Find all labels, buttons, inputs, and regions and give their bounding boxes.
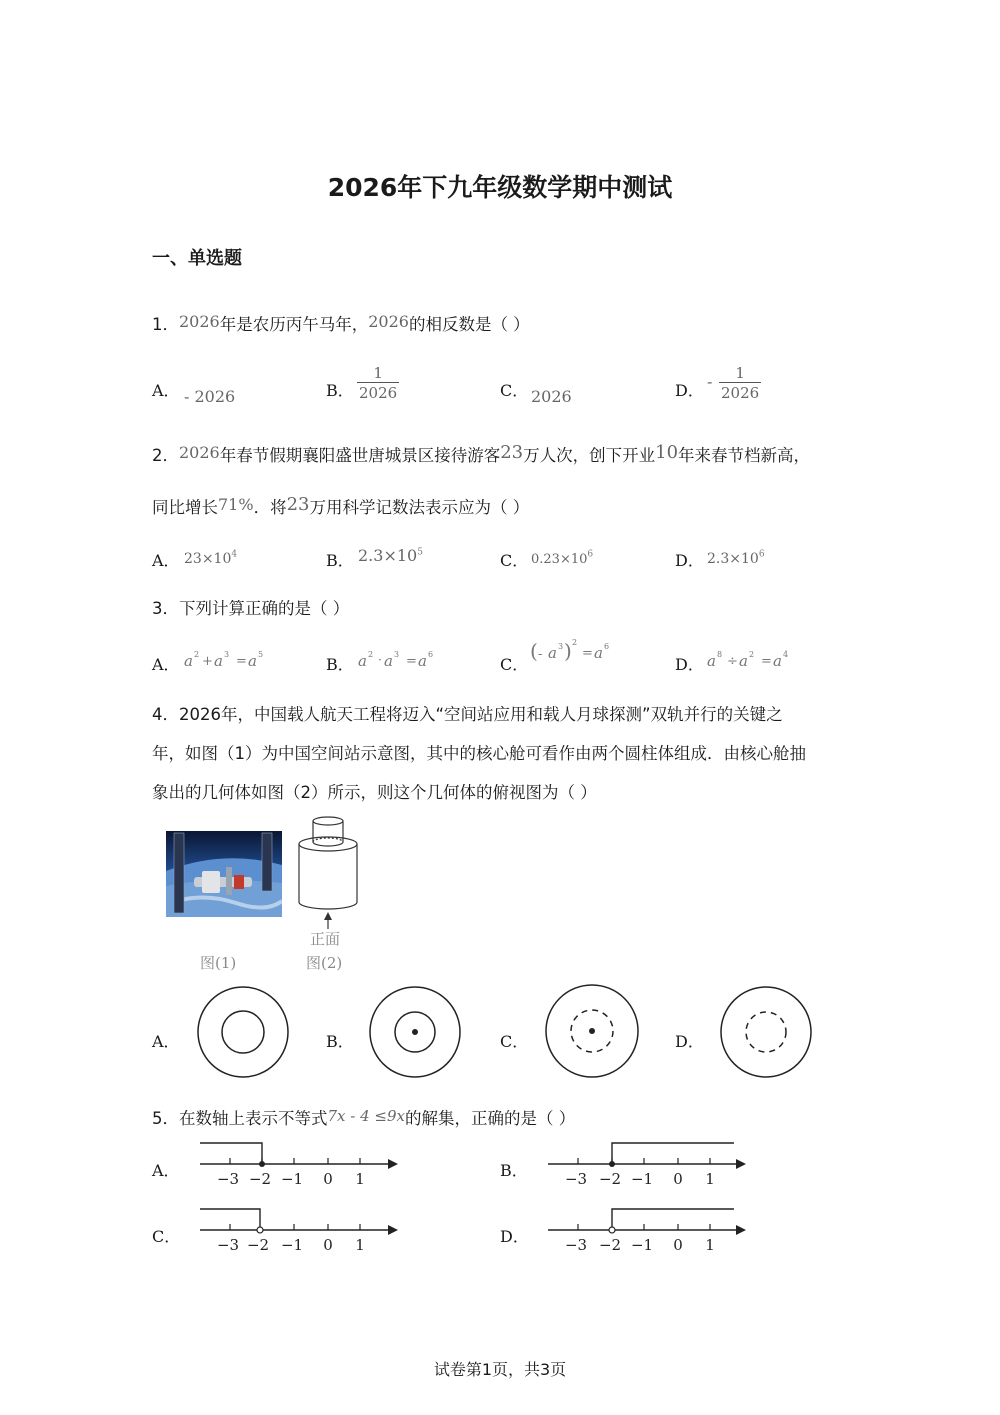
svg-text:a: a bbox=[384, 652, 393, 670]
inequality: 7x - 4 ≤9x bbox=[327, 1107, 405, 1125]
question-3-stem bbox=[152, 598, 349, 620]
question-5-stem bbox=[152, 1105, 575, 1130]
question-text: 万人次，创下开业 bbox=[523, 446, 656, 465]
tick-label: −3 bbox=[216, 1170, 240, 1188]
option-label: B． bbox=[326, 381, 354, 400]
svg-text:·: · bbox=[378, 653, 382, 667]
figure-2-caption: 图(2) bbox=[306, 954, 343, 972]
svg-text:2: 2 bbox=[368, 650, 374, 659]
question-number: 4． bbox=[152, 705, 179, 724]
option-c-top-view bbox=[542, 984, 642, 1080]
svg-text:5: 5 bbox=[258, 650, 264, 659]
svg-text:a: a bbox=[739, 652, 748, 670]
question-text: 同比增长 bbox=[152, 498, 218, 517]
question-text: 2026年，中国载人航天工程将迈入“空间站应用和载人月球探测”双轨并行的关键之 bbox=[179, 705, 783, 724]
svg-text:3: 3 bbox=[558, 642, 564, 651]
fraction-numerator: 1 bbox=[735, 364, 745, 382]
figure-1-caption: 图(1) bbox=[200, 954, 237, 972]
math-value: 2026 bbox=[179, 443, 220, 462]
tick-label: −1 bbox=[630, 1170, 654, 1188]
math-exponent: 4 bbox=[231, 549, 238, 560]
option-d-fraction bbox=[719, 364, 761, 402]
option-d-formula bbox=[703, 644, 803, 674]
tick-label: 0 bbox=[323, 1170, 333, 1188]
option-a-formula bbox=[180, 644, 280, 674]
option-label: A． bbox=[152, 1161, 180, 1180]
svg-text:3: 3 bbox=[394, 650, 400, 659]
fraction-denominator: 2026 bbox=[359, 384, 398, 402]
tick-label: 0 bbox=[323, 1236, 333, 1254]
tick-label: −3 bbox=[216, 1236, 240, 1254]
option-label: D． bbox=[500, 1227, 529, 1246]
svg-text:a: a bbox=[418, 652, 427, 670]
option-c-value bbox=[531, 548, 593, 567]
svg-text:-: - bbox=[538, 647, 543, 662]
svg-text:(: ( bbox=[530, 639, 538, 663]
svg-text:+: + bbox=[202, 654, 213, 669]
tick-label: −2 bbox=[598, 1170, 622, 1188]
svg-text:a: a bbox=[548, 644, 557, 662]
question-4-stem-line3: 象出的几何体如图（2）所示，则这个几何体的俯视图为（ ） bbox=[152, 783, 597, 802]
option-b-value bbox=[358, 546, 423, 565]
svg-text:a: a bbox=[358, 652, 367, 670]
option-label: D． bbox=[675, 655, 704, 674]
option-label: C． bbox=[500, 551, 529, 570]
question-text: 在数轴上表示不等式 bbox=[179, 1109, 328, 1128]
option-label: A． bbox=[152, 655, 180, 674]
svg-text:=: = bbox=[761, 654, 772, 669]
option-a-value: - 2026 bbox=[184, 387, 236, 406]
option-label: D． bbox=[675, 381, 704, 400]
option-label: A． bbox=[152, 1032, 180, 1051]
option-a-number-line bbox=[196, 1138, 402, 1190]
question-number: 5． bbox=[152, 1109, 179, 1128]
option-label: C． bbox=[500, 1032, 529, 1051]
question-text: ．将 bbox=[253, 498, 287, 517]
option-label: A． bbox=[152, 551, 180, 570]
option-label: D． bbox=[675, 1032, 704, 1051]
svg-text:8: 8 bbox=[717, 650, 723, 659]
svg-text:2: 2 bbox=[572, 638, 578, 647]
math-value: 23 bbox=[286, 494, 310, 515]
tick-label: 0 bbox=[673, 1236, 683, 1254]
question-text: 年春节假期襄阳盛世唐城景区接待游客 bbox=[219, 446, 501, 465]
option-c-number-line bbox=[196, 1204, 402, 1256]
question-text: 的解集，正确的是（ ） bbox=[405, 1109, 576, 1128]
math-value: 10 bbox=[655, 442, 679, 463]
math-base: 23×10 bbox=[184, 551, 232, 567]
question-text: 下列计算正确的是（ ） bbox=[179, 599, 350, 618]
page-footer: 试卷第1页，共3页 bbox=[433, 1360, 567, 1379]
svg-text:a: a bbox=[594, 644, 603, 662]
option-b-formula bbox=[354, 644, 454, 674]
fraction-numerator: 1 bbox=[373, 364, 383, 382]
svg-text:÷: ÷ bbox=[727, 654, 738, 669]
question-4-stem-line1 bbox=[152, 704, 783, 726]
question-number: 2． bbox=[152, 446, 179, 465]
tick-label: −1 bbox=[280, 1236, 304, 1254]
option-label: C． bbox=[152, 1227, 181, 1246]
math-exponent: 5 bbox=[417, 547, 423, 558]
question-1-stem bbox=[152, 311, 530, 336]
option-d-top-view bbox=[718, 986, 814, 1080]
svg-text:a: a bbox=[707, 652, 716, 670]
math-value: 2026 bbox=[179, 312, 220, 331]
question-text: 万用科学记数法表示应为（ ） bbox=[309, 498, 530, 517]
tick-label: −2 bbox=[248, 1170, 272, 1188]
tick-label: −3 bbox=[564, 1170, 588, 1188]
svg-text:a: a bbox=[773, 652, 782, 670]
question-2-stem-line2 bbox=[152, 494, 529, 519]
option-label: A． bbox=[152, 381, 180, 400]
question-2-stem-line1 bbox=[152, 442, 810, 467]
section-heading: 一、单选题 bbox=[152, 248, 242, 269]
math-base: 2.3×10 bbox=[358, 546, 418, 565]
svg-text:a: a bbox=[214, 652, 223, 670]
math-value: 23 bbox=[500, 442, 524, 463]
math-base: 0.23×10 bbox=[531, 552, 588, 567]
option-label: B． bbox=[326, 551, 354, 570]
option-d-sign: - bbox=[707, 372, 713, 391]
question-number: 3． bbox=[152, 599, 179, 618]
svg-text:): ) bbox=[564, 639, 572, 663]
tick-label: 0 bbox=[673, 1170, 683, 1188]
tick-label: 1 bbox=[705, 1170, 715, 1188]
svg-text:3: 3 bbox=[224, 650, 230, 659]
option-b-top-view bbox=[368, 986, 464, 1080]
math-exponent: 6 bbox=[587, 549, 594, 560]
tick-label: −1 bbox=[630, 1236, 654, 1254]
tick-label: 1 bbox=[355, 1170, 365, 1188]
question-number: 1． bbox=[152, 315, 179, 334]
option-label: B． bbox=[326, 655, 354, 674]
tick-label: −1 bbox=[280, 1170, 304, 1188]
svg-text:2: 2 bbox=[194, 650, 200, 659]
tick-label: 1 bbox=[355, 1236, 365, 1254]
svg-text:6: 6 bbox=[428, 650, 434, 659]
page-title: 2026年下九年级数学期中测试 bbox=[327, 173, 673, 202]
svg-text:=: = bbox=[236, 654, 247, 669]
question-text: 年来春节档新高， bbox=[678, 446, 811, 465]
svg-text:=: = bbox=[406, 654, 417, 669]
svg-text:2: 2 bbox=[749, 650, 755, 659]
option-label: B． bbox=[500, 1161, 528, 1180]
cylinder-figure bbox=[292, 812, 364, 932]
option-d-number-line bbox=[544, 1204, 750, 1256]
option-b-fraction bbox=[357, 364, 399, 402]
tick-label: −3 bbox=[564, 1236, 588, 1254]
option-label: C． bbox=[500, 655, 529, 674]
space-station-image bbox=[166, 831, 282, 917]
option-a-top-view bbox=[194, 986, 292, 1080]
math-exponent: 6 bbox=[758, 549, 765, 560]
front-label: 正面 bbox=[310, 930, 341, 948]
question-text: 的相反数是（ ） bbox=[408, 315, 530, 334]
math-value: 71% bbox=[218, 495, 254, 514]
option-label: B． bbox=[326, 1032, 354, 1051]
svg-text:=: = bbox=[582, 646, 593, 661]
svg-text:4: 4 bbox=[783, 650, 789, 659]
question-text: 年是农历丙午马年， bbox=[219, 315, 369, 334]
option-d-value bbox=[707, 548, 765, 567]
math-base: 2.3×10 bbox=[707, 551, 759, 567]
svg-text:a: a bbox=[184, 652, 193, 670]
option-c-formula bbox=[528, 636, 628, 672]
math-value: 2026 bbox=[368, 312, 409, 331]
question-4-stem-line2: 年，如图（1）为中国空间站示意图，其中的核心舱可看作由两个圆柱体组成．由核心舱抽 bbox=[152, 744, 806, 763]
tick-label: −2 bbox=[598, 1236, 622, 1254]
option-label: C． bbox=[500, 381, 529, 400]
option-c-value: 2026 bbox=[531, 387, 572, 406]
tick-label: −2 bbox=[246, 1236, 270, 1254]
option-b-number-line bbox=[544, 1138, 750, 1190]
option-label: D． bbox=[675, 551, 704, 570]
fraction-denominator: 2026 bbox=[721, 384, 760, 402]
tick-label: 1 bbox=[705, 1236, 715, 1254]
svg-text:a: a bbox=[248, 652, 257, 670]
svg-text:6: 6 bbox=[604, 642, 610, 651]
option-a-value bbox=[184, 548, 237, 567]
